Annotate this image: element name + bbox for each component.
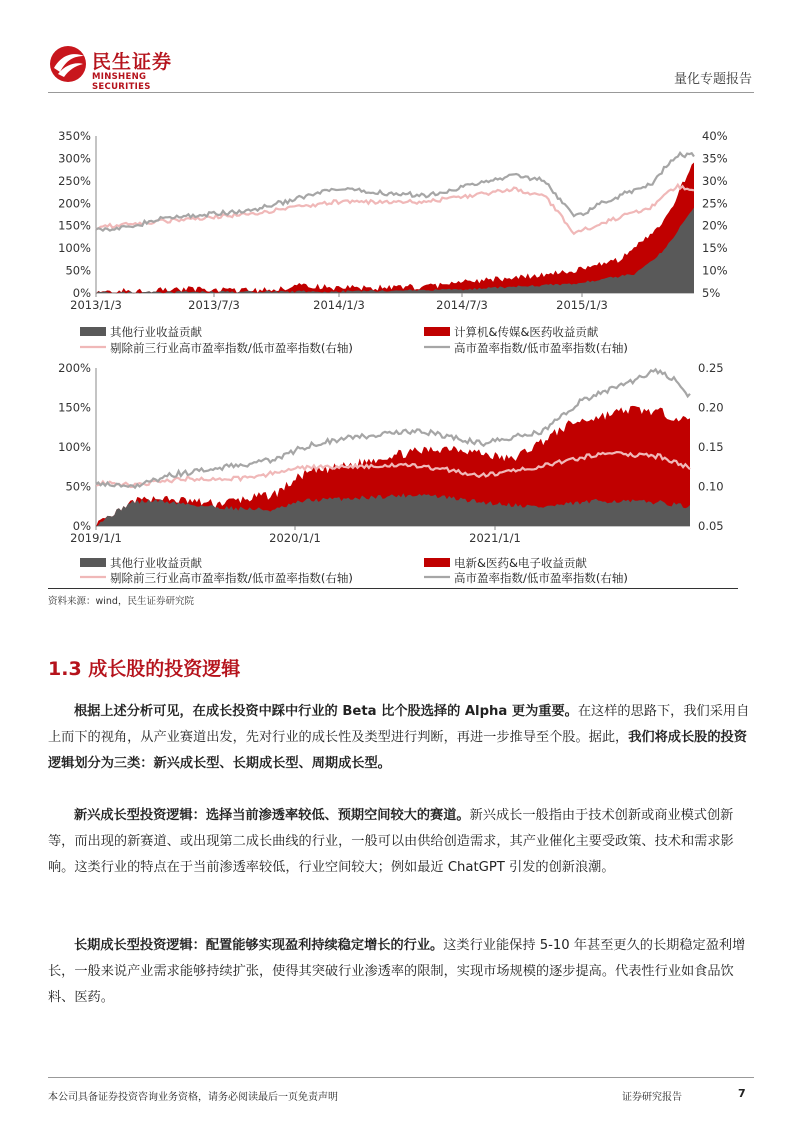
chart-2013-2015-svg	[48, 126, 754, 358]
section-title: 1.3 成长股的投资逻辑	[48, 658, 241, 680]
chart1-legend-label: 其他行业收益贡献	[110, 325, 202, 339]
paragraph-2-bold-lead: 新兴成长型投资逻辑：选择当前渗透率较低、预期空间较大的赛道。	[74, 808, 470, 823]
header-divider	[48, 92, 754, 93]
chart1-x-tick-label: 2014/7/3	[436, 298, 488, 312]
paragraph-3	[48, 933, 754, 1011]
chart2-legend-label: 电新&医药&电子收益贡献	[454, 556, 587, 570]
paragraph-1-bold-lead: 根据上述分析可见，在成长投资中踩中行业的 Beta 比个股选择的 Alpha 更为重要。	[74, 704, 578, 719]
page-number: 7	[738, 1087, 746, 1100]
chart1-area-other-contribution	[96, 208, 694, 294]
chart1-x-tick-label: 2015/1/3	[556, 298, 608, 312]
chart1-left-tick-label: 200%	[58, 196, 91, 211]
chart1-right-tick-label: 35%	[702, 151, 728, 166]
paragraph-1	[48, 699, 754, 777]
chart1-left-tick-label: 150%	[58, 218, 91, 233]
chart1-x-tick-label: 2013/1/3	[70, 298, 122, 312]
brand-name-cn: 民生证券	[92, 51, 173, 73]
chart2-legend-label: 高市盈率指数/低市盈率指数(右轴)	[454, 571, 628, 585]
chart1-left-tick-label: 350%	[58, 129, 91, 143]
paragraph-1-text: 在这样的思路下，我们采用自上而下的视角，从产业赛道出发，先对行业的成长性及类型进行判断，再进一步推导至个股。据此，	[48, 704, 750, 745]
source-divider	[48, 588, 738, 589]
paragraph-1-bold-tail: 我们将成长股的投资逻辑划分为三类：新兴成长型、长期成长型、周期成长型。	[48, 730, 747, 771]
chart-2019-2021	[48, 358, 754, 588]
chart2-x-tick-label: 2019/1/1	[70, 531, 122, 545]
source-note: 资料来源：wind，民生证券研究院	[48, 596, 194, 607]
chart1-area-top3-contribution	[96, 163, 694, 294]
chart1-x-tick-label: 2014/1/3	[313, 298, 365, 312]
chart1-line-ex-top3-ratio	[96, 185, 694, 234]
paragraph-2	[48, 803, 754, 881]
chart2-right-tick-label: 0.05	[698, 519, 724, 533]
chart1-right-tick-label: 5%	[702, 286, 721, 300]
brand-name-en: MINSHENG SECURITIES	[92, 72, 151, 92]
footer-divider	[48, 1077, 754, 1078]
footer-label: 证券研究报告	[622, 1092, 682, 1103]
chart1-legend-label: 剔除前三行业高市盈率指数/低市盈率指数(右轴)	[110, 341, 353, 355]
chart2-left-tick-label: 200%	[58, 361, 91, 375]
chart-2013-2015	[48, 126, 754, 358]
chart2-right-tick-label: 0.10	[698, 479, 724, 494]
chart1-legend-swatch	[80, 327, 106, 336]
chart1-left-tick-label: 50%	[65, 263, 91, 278]
report-type-label: 量化专题报告	[673, 72, 752, 87]
logo-mark-icon	[48, 44, 88, 84]
chart1-right-tick-label: 20%	[702, 218, 728, 233]
paragraph-3-text: 这类行业能保持 5-10 年甚至更久的长期稳定盈利增长，一般来说产业需求能够持续扩张，使得其突破行业渗透率的限制，实现市场规模的逐步提高。代表性行业如食品饮料、医药。	[48, 938, 746, 1005]
chart2-left-tick-label: 150%	[58, 400, 91, 415]
paragraph-2-text: 新兴成长一般指由于技术创新或商业模式创新等，而出现的新赛道、或出现第二成长曲线的行业，一般可以由供给创造需求，其产业催化主要受政策、技术和需求影响。这类行业的特点在于当前渗透率较低，行业空间较大；例如最近 ChatGPT 引发的创新浪潮。	[48, 808, 734, 875]
chart1-legend-label: 计算机&传媒&医药收益贡献	[454, 325, 599, 339]
chart2-x-tick-label: 2021/1/1	[469, 531, 521, 545]
chart2-right-tick-label: 0.25	[698, 361, 724, 375]
chart2-left-tick-label: 0%	[72, 519, 91, 533]
chart2-x-tick-label: 2020/1/1	[269, 531, 321, 545]
chart1-right-tick-label: 30%	[702, 173, 728, 188]
chart1-left-tick-label: 300%	[58, 151, 91, 166]
chart1-legend-swatch	[424, 327, 450, 336]
chart2-legend-swatch	[424, 558, 450, 567]
chart1-left-tick-label: 100%	[58, 241, 91, 256]
chart-2019-2021-svg	[48, 358, 754, 588]
paragraph-3-bold-lead: 长期成长型投资逻辑：配置能够实现盈利持续稳定增长的行业。	[74, 938, 444, 953]
page-header	[0, 0, 802, 98]
chart1-right-tick-label: 25%	[702, 196, 728, 211]
chart2-left-tick-label: 50%	[65, 479, 91, 494]
chart1-legend-label: 高市盈率指数/低市盈率指数(右轴)	[454, 341, 628, 355]
chart1-left-tick-label: 0%	[72, 286, 91, 300]
chart2-legend-label: 其他行业收益贡献	[110, 556, 202, 570]
chart1-right-tick-label: 15%	[702, 241, 728, 256]
chart1-right-tick-label: 10%	[702, 263, 728, 278]
chart2-legend-swatch	[80, 558, 106, 567]
chart1-right-tick-label: 40%	[702, 129, 728, 143]
chart2-legend-label: 剔除前三行业高市盈率指数/低市盈率指数(右轴)	[110, 571, 353, 585]
chart1-x-tick-label: 2013/7/3	[188, 298, 240, 312]
company-logo	[48, 44, 208, 92]
chart1-left-tick-label: 250%	[58, 173, 91, 188]
chart2-right-tick-label: 0.20	[698, 400, 724, 415]
chart2-left-tick-label: 100%	[58, 440, 91, 454]
footer-disclaimer: 本公司具备证券投资咨询业务资格，请务必阅读最后一页免责声明	[48, 1092, 338, 1103]
chart2-right-tick-label: 0.15	[698, 440, 724, 454]
